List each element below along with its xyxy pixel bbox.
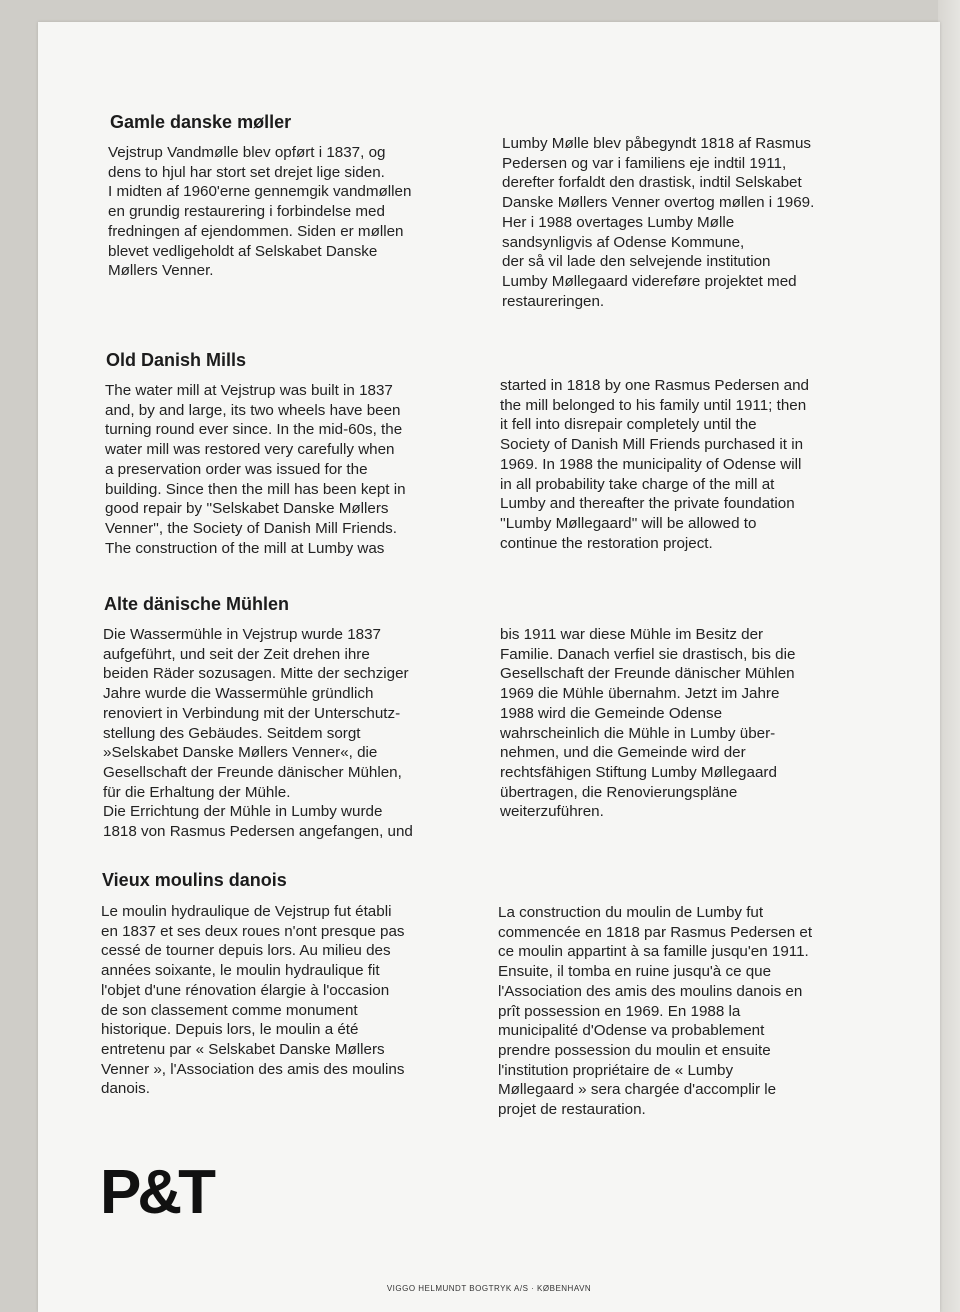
text-line: Vejstrup Vandmølle blev opført i 1837, og: [108, 144, 386, 161]
text-line: it fell into disrepair completely until the: [500, 416, 757, 434]
text-line: 1969 die Mühle übernahm. Jetzt im Jahre: [500, 685, 780, 703]
text-line: Jahre wurde die Wassermühle gründlich: [103, 685, 374, 703]
section-right-column: [500, 625, 885, 822]
text-line: turning round ever since. In the mid-60s, the: [105, 421, 403, 439]
text-line: The water mill at Vejstrup was built in 1837: [105, 382, 393, 399]
text-line: Die Errichtung der Mühle in Lumby wurde: [103, 803, 383, 821]
text-line: historique. Depuis lors, le moulin a été: [101, 1021, 359, 1039]
text-line: ce moulin appartint à sa famille jusqu'en 1911.: [498, 943, 809, 961]
text-line: prendre possession du moulin et ensuite: [498, 1041, 771, 1059]
text-line: Lumby Møllegaard videreføre projektet med: [502, 272, 797, 290]
text-line: Venner'', the Society of Danish Mill Friends.: [105, 519, 397, 537]
section-left-column: [101, 902, 486, 1099]
text-line: Her i 1988 overtages Lumby Mølle: [502, 213, 735, 231]
text-line: derefter forfaldt den drastisk, indtil Selskabet: [502, 174, 802, 192]
section-heading: Vieux moulins danois: [102, 870, 287, 890]
text-line: der så vil lade den selvejende institution: [502, 253, 771, 271]
text-line: 1818 von Rasmus Pedersen angefangen, und: [103, 823, 413, 841]
text-line: I midten af 1960'erne gennemgik vandmøllen: [108, 183, 412, 201]
printer-imprint: VIGGO HELMUNDT BOGTRYK A/S · KØBENHAVN: [386, 1284, 592, 1293]
text-line: l'Association des amis des moulins danois en: [498, 982, 803, 1000]
section-right-column: [498, 903, 883, 1120]
text-line: en grundig restaurering i forbindelse med: [108, 203, 385, 221]
text-line: commencée en 1818 par Rasmus Pedersen et: [498, 923, 813, 941]
text-line: good repair by ''Selskabet Danske Møllers: [105, 500, 389, 518]
text-line: Gesellschaft der Freunde dänischer Mühlen: [500, 665, 795, 683]
pt-logo: P&T: [100, 1158, 212, 1227]
text-line: Lumby Mølle blev påbegyndt 1818 af Rasmus: [502, 135, 811, 152]
text-line: Familie. Danach verfiel sie drastisch, bis die: [500, 645, 796, 663]
text-line: prît possession en 1969. En 1988 la: [498, 1002, 741, 1020]
text-line: cessé de tourner depuis lors. Au milieu des: [101, 942, 391, 960]
text-line: en 1837 et ses deux roues n'ont presque pas: [101, 922, 405, 940]
text-line: bis 1911 war diese Mühle im Besitz der: [500, 626, 764, 643]
text-line: La construction du moulin de Lumby fut: [498, 904, 764, 921]
text-line: Møllers Venner.: [108, 262, 214, 280]
text-line: municipalité d'Odense va probablement: [498, 1022, 765, 1040]
section-heading: Old Danish Mills: [106, 350, 247, 370]
text-line: started in 1818 by one Rasmus Pedersen and: [500, 377, 810, 394]
text-line: a preservation order was issued for the: [105, 460, 368, 478]
text-line: Møllegaard » sera chargée d'accomplir le: [498, 1081, 777, 1099]
section-right-column: [500, 376, 885, 553]
section-left-column: [105, 381, 490, 558]
text-line: Gesellschaft der Freunde dänischer Mühlen,: [103, 763, 402, 781]
text-line: nehmen, und die Gemeinde wird der: [500, 744, 746, 762]
backdrop: [938, 0, 960, 1312]
text-line: in all probability take charge of the mill at: [500, 475, 775, 493]
text-line: Danske Møllers Venner overtog møllen i 1969.: [502, 194, 815, 212]
text-line: continue the restoration project.: [500, 534, 713, 552]
text-line: The construction of the mill at Lumby was: [105, 539, 385, 557]
text-line: Die Wassermühle in Vejstrup wurde 1837: [103, 626, 382, 643]
text-line: übertragen, die Renovierungspläne: [500, 783, 738, 801]
text-line: the mill belonged to his family until 1911; then: [500, 396, 807, 414]
text-line: »Selskabet Danske Møllers Venner«, die: [103, 744, 378, 762]
text-line: Lumby and thereafter the private foundation: [500, 495, 795, 513]
text-line: weiterzuführen.: [500, 803, 604, 821]
text-line: Le moulin hydraulique de Vejstrup fut établi: [101, 903, 392, 920]
text-line: 1969. In 1988 the municipality of Odense will: [500, 455, 802, 473]
text-line: water mill was restored very carefully when: [105, 441, 395, 459]
text-line: l'institution propriétaire de « Lumby: [498, 1061, 734, 1079]
text-line: Venner », l'Association des amis des moulins: [101, 1060, 405, 1078]
text-line: and, by and large, its two wheels have been: [105, 401, 401, 419]
section-heading: Gamle danske møller: [110, 112, 292, 132]
text-line: rechtsfähigen Stiftung Lumby Møllegaard: [500, 763, 777, 781]
text-line: beiden Räder sozusagen. Mitte der sechziger: [103, 665, 409, 683]
text-line: entretenu par « Selskabet Danske Møllers: [101, 1040, 385, 1058]
text-line: Pedersen og var i familiens eje indtil 1911,: [502, 154, 787, 172]
text-line: sandsynligvis af Odense Kommune,: [502, 233, 745, 251]
text-line: restaureringen.: [502, 292, 605, 310]
text-line: danois.: [101, 1080, 150, 1098]
text-line: dens to hjul har stort set drejet lige siden.: [108, 163, 385, 181]
text-line: 1988 wird die Gemeinde Odense: [500, 704, 723, 722]
text-line: de son classement comme monument: [101, 1001, 358, 1019]
text-line: années soixante, le moulin hydraulique fit: [101, 962, 380, 980]
text-line: aufgeführt, und seit der Zeit drehen ihre: [103, 645, 370, 663]
text-line: renoviert in Verbindung mit der Unterschutz-: [103, 704, 401, 722]
text-line: Ensuite, il tomba en ruine jusqu'à ce que: [498, 963, 772, 981]
text-line: fredningen af ejendommen. Siden er møllen: [108, 222, 404, 240]
section-left-column: [103, 625, 488, 842]
section-heading: Alte dänische Mühlen: [104, 594, 290, 614]
text-line: ''Lumby Møllegaard'' will be allowed to: [500, 514, 757, 532]
text-line: building. Since then the mill has been kept in: [105, 480, 406, 498]
text-line: wahrscheinlich die Mühle in Lumby über-: [500, 724, 776, 742]
text-line: für die Erhaltung der Mühle.: [103, 783, 291, 801]
text-line: Society of Danish Mill Friends purchased it in: [500, 436, 804, 454]
section-right-column: [502, 134, 887, 311]
section-left-column: [108, 143, 493, 281]
text-line: l'objet d'une rénovation élargie à l'occasion: [101, 981, 390, 999]
document-sheet: [38, 22, 940, 1312]
text-line: stellung des Gebäudes. Seitdem sorgt: [103, 724, 361, 742]
text-line: projet de restauration.: [498, 1101, 646, 1119]
text-line: blevet vedligeholdt af Selskabet Danske: [108, 242, 378, 260]
